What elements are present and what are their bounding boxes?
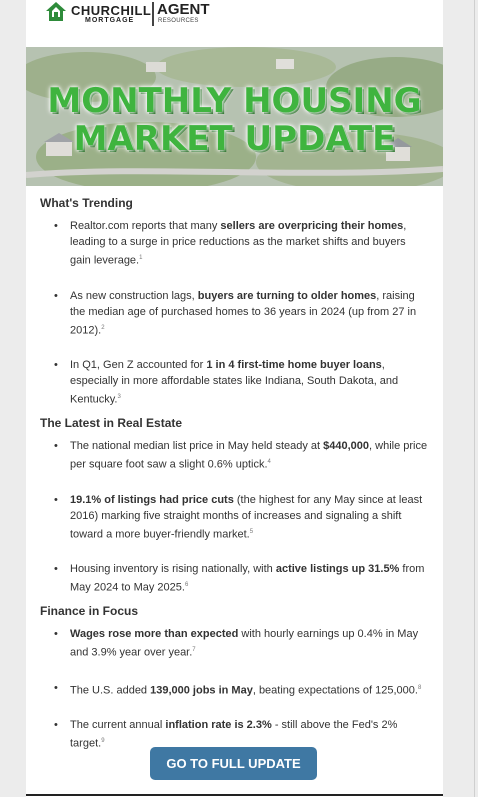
newsletter-content [40,196,435,771]
go-to-full-update-button[interactable]: GO TO FULL UPDATE [150,747,317,780]
list-item: • Housing inventory is rising nationally, with active listings up 31.5% from May 2024 to May 2025.$^6$ [40,561,435,596]
section-title-finance: Finance in Focus [40,603,139,618]
logo-divider [152,2,154,26]
list-item: • The U.S. added 139,000 jobs in May, beating expectations of 125,000.$^8$ [40,680,435,699]
real-estate-list [40,438,435,596]
trending-list [40,218,435,408]
list-item: • The current annual inflation rate is 2.3% - still above the Fed's 2% target.$^9$ [40,717,435,752]
resources-label: RESOURCES [158,18,199,24]
list-item: • Realtor.com reports that many sellers are overpricing their homes, leading to a surge in price reductions as the market shifts and buyers gain leverage.$^1$ [40,218,435,269]
list-item: • Wages rose more than expected with hourly earnings up 0.4% in May and 3.9% year over year.$^7$ [40,626,435,661]
finance-list [40,626,435,752]
churchill-logo[interactable] [45,0,245,32]
banner-title-line1: MONTHLY HOUSING [47,81,422,121]
list-item: • In Q1, Gen Z accounted for 1 in 4 first-time home buyer loans, especially in more affordable states like Indiana, South Dakota, and Kentucky.$^3$ [40,357,435,408]
list-item: • As new construction lags, buyers are turning to older homes, raising the median age of purchased homes to 36 years in 2024 (up from 27 in 2012).$^2$ [40,288,435,339]
agent-label: AGENT [157,1,210,18]
section-title-trending: What's Trending [40,196,133,210]
list-item: • The national median list price in May held steady at $440,000, while price per square foot saw a slight 0.6% uptick.$^4$ [40,438,435,473]
brand-name: CHURCHILL [71,3,152,18]
banner-title-line2: MARKET UPDATE [73,119,396,159]
list-item: • 19.1% of listings had price cuts (the highest for any May since at least 2016) marking five straight months of increases and signaling a shift toward a more buyer-friendly market.$^5$ [40,492,435,543]
hero-banner[interactable] [26,47,443,186]
house-logo-icon [45,1,67,23]
section-title-real-estate: The Latest in Real Estate [40,415,183,430]
scroll-edge [474,0,475,797]
footer-divider [26,794,443,796]
brand-subtitle: MORTGAGE [85,17,135,24]
